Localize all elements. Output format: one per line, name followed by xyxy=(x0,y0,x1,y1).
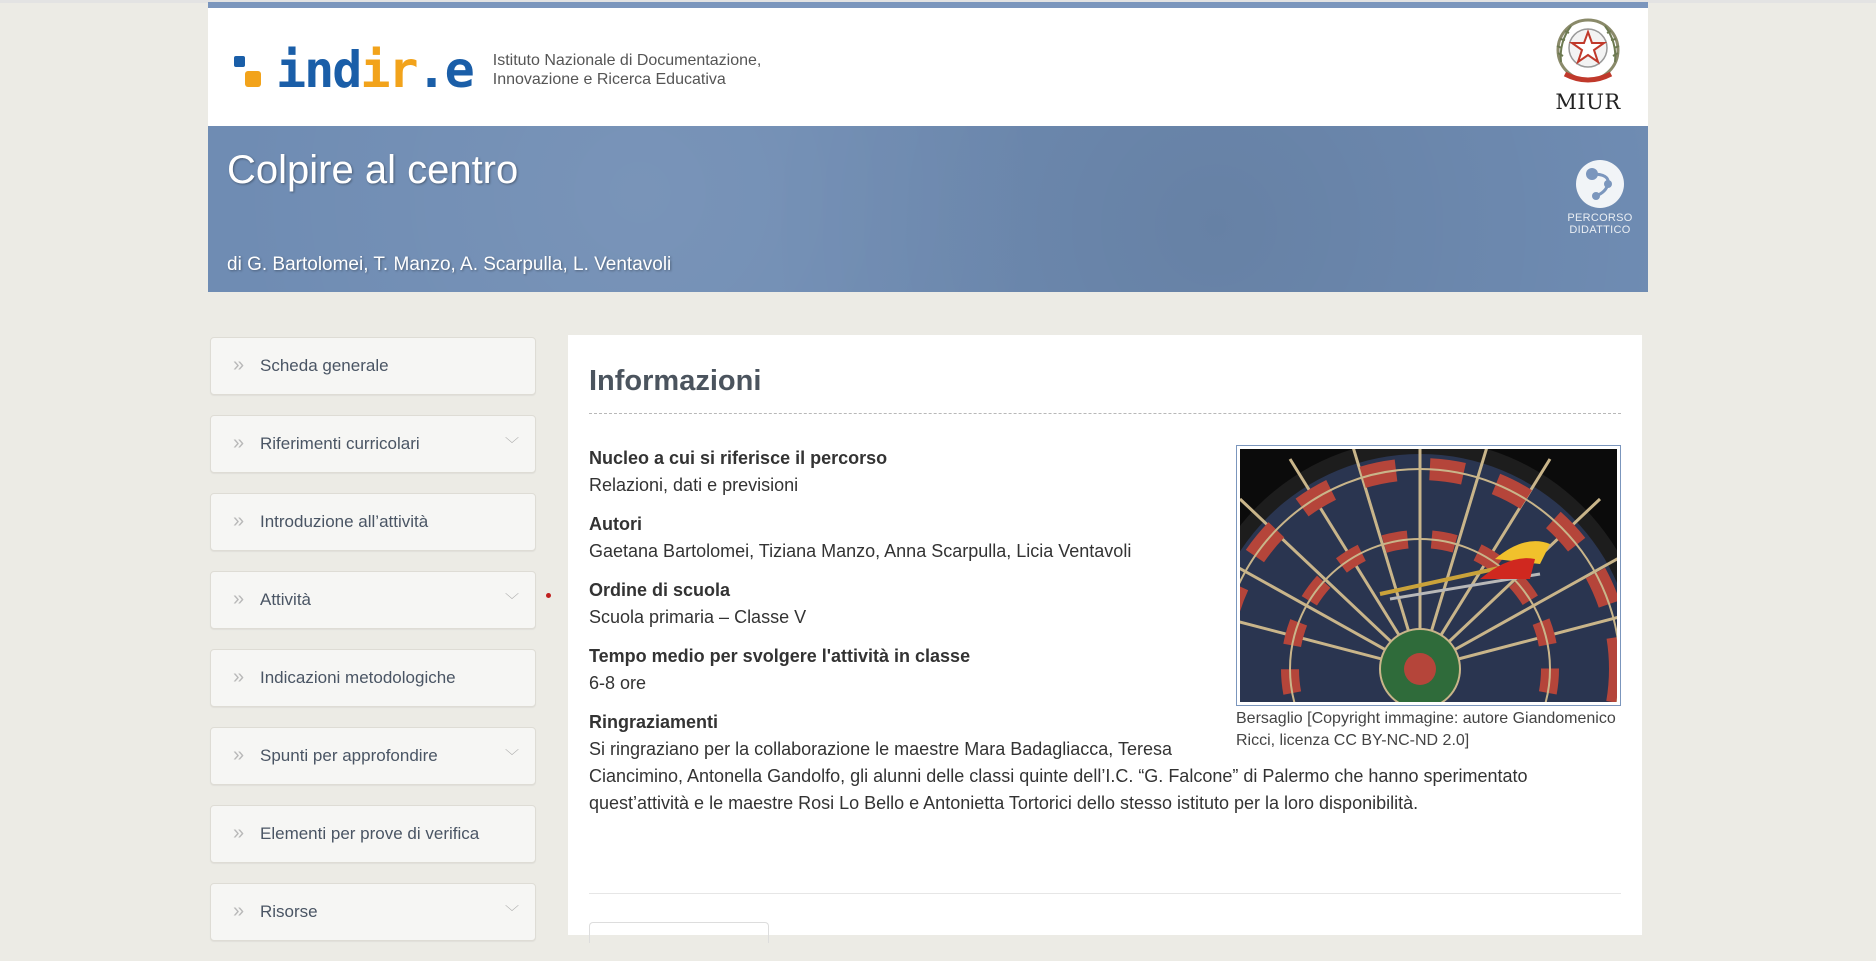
main-content xyxy=(568,335,1642,935)
route-icon xyxy=(1576,160,1624,208)
chevron-down-icon[interactable]: ﹀ xyxy=(505,748,519,764)
page-header xyxy=(208,2,1648,292)
badge-label-1: PERCORSO xyxy=(1567,212,1633,224)
sidebar-item-label: Scheda generale xyxy=(260,356,389,375)
chevron-down-icon[interactable]: ﹀ xyxy=(505,904,519,920)
heading-divider xyxy=(589,413,1621,414)
dartboard-icon xyxy=(1240,449,1617,702)
double-chevron-right-icon: » xyxy=(233,510,242,532)
italian-emblem-icon xyxy=(1551,12,1625,92)
sidebar-item-indicazioni-metodologiche[interactable] xyxy=(210,649,536,707)
miur-emblem[interactable] xyxy=(1550,12,1626,114)
sidebar-item-label: Risorse xyxy=(260,902,318,921)
sidebar-item-elementi-verifica[interactable] xyxy=(210,805,536,863)
dartboard-image[interactable] xyxy=(1236,445,1621,706)
double-chevron-right-icon: » xyxy=(233,354,242,376)
sidebar-item-label: Riferimenti curricolari xyxy=(260,434,420,453)
header-top xyxy=(208,2,1648,126)
field-value: Relazioni, dati e previsioni xyxy=(589,475,799,495)
field-label: Tempo medio per svolgere l'attività in classe xyxy=(589,646,971,666)
sidebar-item-attivita[interactable] xyxy=(210,571,536,629)
sidebar-item-riferimenti-curricolari[interactable] xyxy=(210,415,536,473)
logo-tagline-line-1: Istituto Nazionale di Documentazione, xyxy=(492,52,762,69)
figure-caption: Bersaglio [Copyright immagine: autore Giandomenico Ricci, licenza CC BY-NC-ND 2.0] xyxy=(1236,710,1616,749)
field-label: Autori xyxy=(589,514,642,534)
sidebar-item-risorse[interactable] xyxy=(210,883,536,941)
sidebar-item-spunti[interactable] xyxy=(210,727,536,785)
chevron-down-icon[interactable]: ﹀ xyxy=(505,436,519,452)
active-indicator-dot xyxy=(546,593,551,598)
double-chevron-right-icon: » xyxy=(233,432,242,454)
content-divider xyxy=(589,893,1621,894)
field-label: Ringraziamenti xyxy=(589,712,719,732)
field-label: Ordine di scuola xyxy=(589,580,731,600)
page-title: Colpire al centro xyxy=(227,148,519,192)
sidebar-item-label: Introduzione all’attività xyxy=(260,512,429,531)
logo-mark-icon xyxy=(234,50,274,90)
indire-logo[interactable] xyxy=(234,41,762,99)
sidebar-item-label: Attività xyxy=(260,590,312,609)
percorso-didattico-badge xyxy=(1565,160,1635,236)
field-label: Nucleo a cui si riferisce il percorso xyxy=(589,448,888,468)
title-banner xyxy=(208,126,1648,292)
info-list xyxy=(589,445,1621,829)
logo-wordmark: indir.e xyxy=(276,41,473,99)
chevron-down-icon[interactable]: ﹀ xyxy=(505,592,519,608)
field-value: Gaetana Bartolomei, Tiziana Manzo, Anna Scarpulla, Licia Ventavoli xyxy=(589,541,1132,561)
field-value: Si ringraziano per la collaborazione le maestre Mara Badagliacca, Teresa Ciancimino, Antonella Gandolfo, gli alunni delle classi quinte dell’I.C. “G. Falcone” di Palermo che hanno sperimentato quest’attività e le maestre Rosi Lo Bello e Antonietta Tortorici dello stesso istituto per la loro disponibilità. xyxy=(589,739,1528,813)
figure-dartboard xyxy=(1236,445,1621,752)
field-value: 6-8 ore xyxy=(589,673,647,693)
section-heading: Informazioni xyxy=(589,365,762,397)
double-chevron-right-icon: » xyxy=(233,666,242,688)
sidebar-item-label: Elementi per prove di verifica xyxy=(260,824,480,843)
double-chevron-right-icon: » xyxy=(233,588,242,610)
logo-tagline xyxy=(493,51,762,89)
double-chevron-right-icon: » xyxy=(233,822,242,844)
field-value: Scuola primaria – Classe V xyxy=(589,607,807,627)
sidebar-item-introduzione[interactable] xyxy=(210,493,536,551)
miur-label: MIUR xyxy=(1555,90,1621,114)
logo-tagline-line-2: Innovazione e Ricerca Educativa xyxy=(492,71,726,88)
sidebar-nav xyxy=(210,337,536,961)
page-authors: di G. Bartolomei, T. Manzo, A. Scarpulla, L. Ventavoli xyxy=(227,254,672,275)
double-chevron-right-icon: » xyxy=(233,900,242,922)
sidebar-item-label: Spunti per approfondire xyxy=(260,746,438,765)
badge-label-2: DIDATTICO xyxy=(1569,224,1631,236)
double-chevron-right-icon: » xyxy=(233,744,242,766)
sidebar-item-scheda-generale[interactable] xyxy=(210,337,536,395)
sidebar-item-label: Indicazioni metodologiche xyxy=(260,668,456,687)
